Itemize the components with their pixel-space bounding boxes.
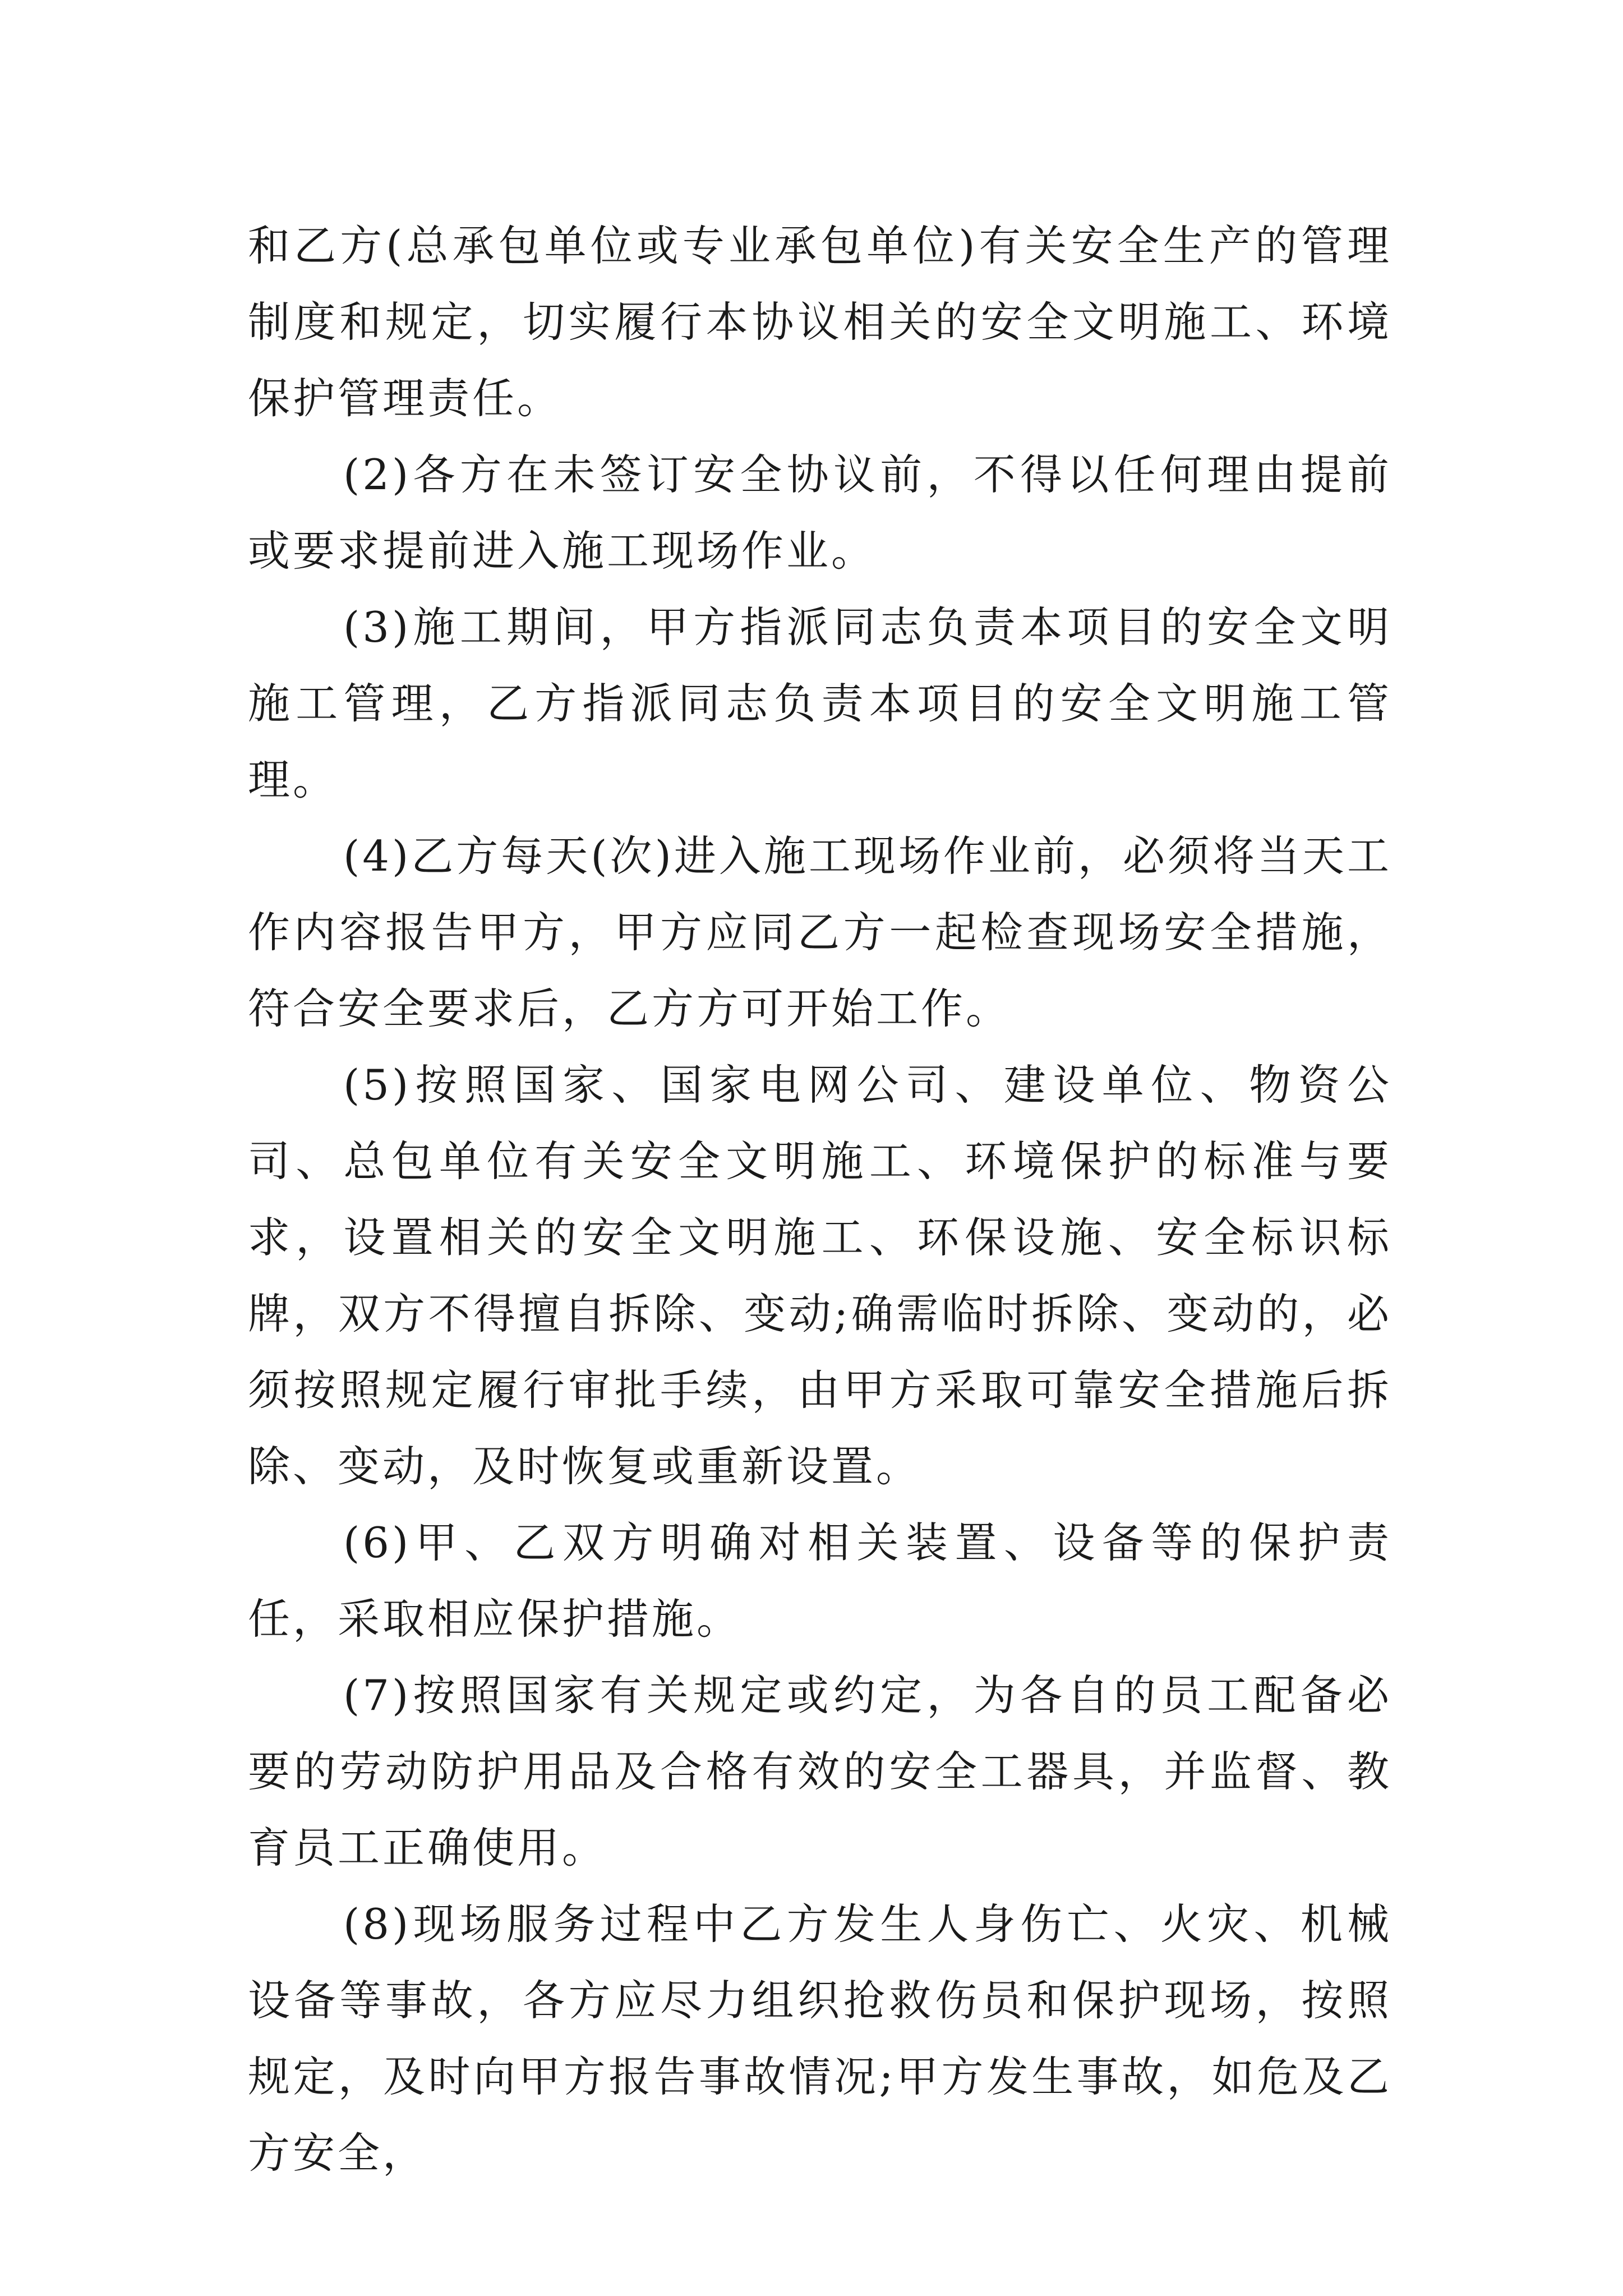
paragraph-1: 和乙方(总承包单位或专业承包单位)有关安全生产的管理制度和规定，切实履行本协议相关的安全文明施工、环境保护管理责任。	[248, 221, 1392, 423]
paragraph-4: (4)乙方每天(次)进入施工现场作业前，必须将当天工作内容报告甲方，甲方应同乙方一起检查现场安全措施，符合安全要求后，乙方方可开始工作。	[248, 831, 1392, 1033]
paragraph-7: (7)按照国家有关规定或约定，为各自的员工配备必要的劳动防护用品及合格有效的安全工器具，并监督、教育员工正确使用。	[248, 1671, 1392, 1872]
paragraph-5: (5)按照国家、国家电网公司、建设单位、物资公司、总包单位有关安全文明施工、环境保护的标准与要求，设置相关的安全文明施工、环保设施、安全标识标牌，双方不得擅自拆除、变动;确需临时拆除、变动的，必须按照规定履行审批手续，由甲方采取可靠安全措施后拆除、变动，及时恢复或重新设置。	[248, 1060, 1392, 1491]
paragraph-2: (2)各方在未签订安全协议前，不得以任何理由提前或要求提前进入施工现场作业。	[248, 450, 1392, 576]
paragraph-3: (3)施工期间，甲方指派同志负责本项目的安全文明施工管理，乙方指派同志负责本项目的安全文明施工管理。	[248, 602, 1392, 804]
paragraph-8: (8)现场服务过程中乙方发生人身伤亡、火灾、机械设备等事故，各方应尽力组织抢救伤员和保护现场，按照规定，及时向甲方报告事故情况;甲方发生事故，如危及乙方安全，	[248, 1899, 1392, 2178]
document-body	[248, 208, 1392, 2191]
paragraph-6: (6)甲、乙双方明确对相关装置、设备等的保护责任，采取相应保护措施。	[248, 1518, 1392, 1644]
